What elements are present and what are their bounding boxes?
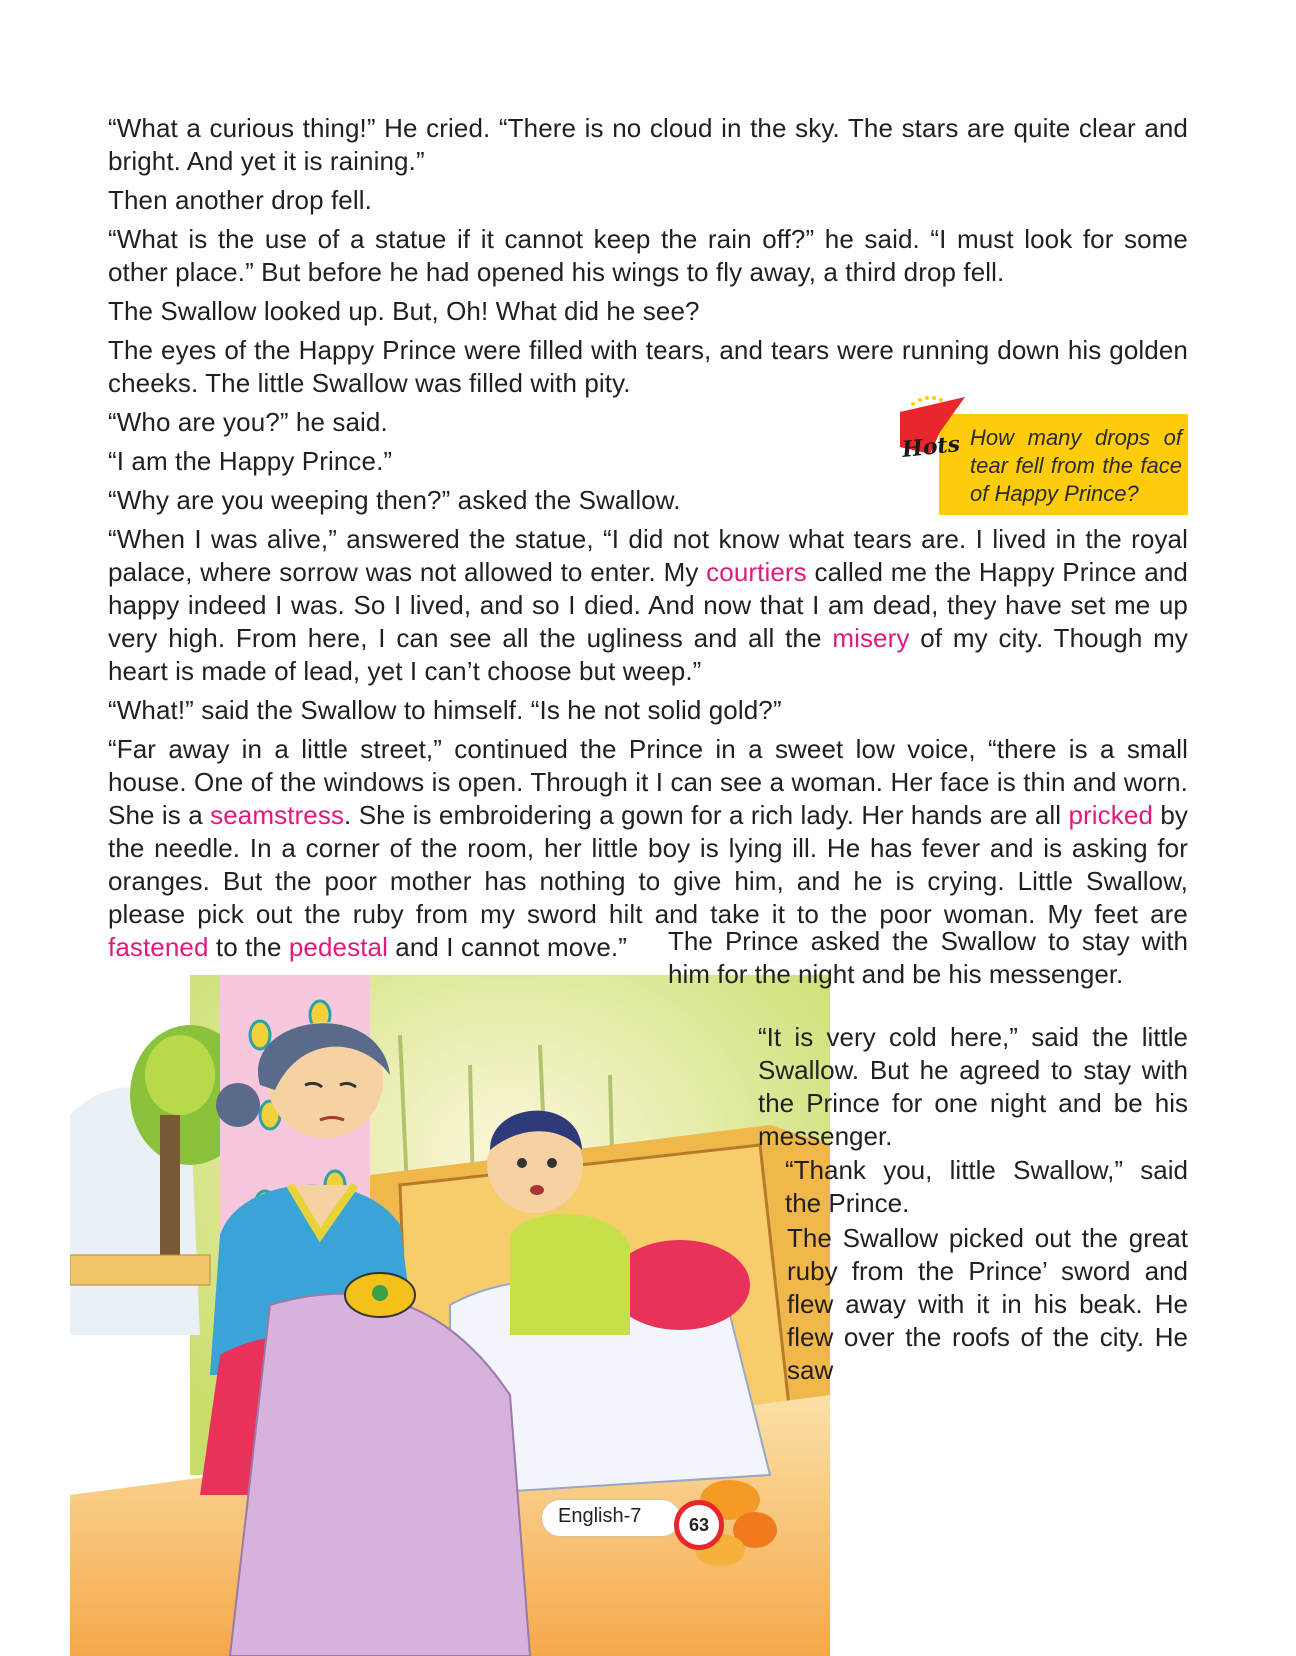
story-text [108, 112, 1188, 970]
paragraph: The Swallow picked out the great ruby from the Prince’ sword and flew away with it in his beak. He flew over the roofs of the city. He saw [787, 1223, 1188, 1385]
right-column [787, 1222, 1188, 1387]
paragraph: “Why are you weeping then?” asked the Swallow. [108, 485, 681, 515]
right-column [758, 1021, 1188, 1153]
book-title: English-7 [558, 1505, 642, 1527]
paragraph: “I am the Happy Prince.” [108, 446, 393, 476]
paragraph: “What is the use of a statue if it cannot keep the rain off?” he said. “I must look for some other place.” But before he had opened his wings to fly away, a third drop fell. [108, 224, 1188, 287]
hots-label: Hots [900, 431, 962, 463]
paragraph: “What a curious thing!” He cried. “There is no cloud in the sky. The stars are quite clear and bright. And yet it is raining.” [108, 113, 1188, 176]
vocab-word: pedestal [288, 932, 388, 962]
right-column [668, 925, 1188, 991]
paragraph: “When I was alive,” answered the statue, “I did not know what tears are. I lived in the royal palace, where sorrow was not allowed to enter. My courtiers called me the Happy Prince and happy indeed I was. So I lived, and so I died. And now that I am dead, they have set me up very high. From here, I can see all the ugliness and all the misery of my city. Though my heart is made of lead, yet I can’t choose but weep.” [108, 524, 1188, 686]
paragraph: “Thank you, little Swallow,” said the Prince. [785, 1155, 1188, 1218]
paragraph: The eyes of the Happy Prince were filled with tears, and tears were running down his golden cheeks. The little Swallow was filled with pity. [108, 335, 1188, 398]
paragraph: “What!” said the Swallow to himself. “Is he not solid gold?” [108, 695, 782, 725]
page-number: 63 [674, 1500, 724, 1550]
vocab-word: misery [832, 623, 910, 653]
paragraph: “Far away in a little street,” continued the Prince in a sweet low voice, “there is a small house. One of the windows is open. Through it I can see a woman. Her face is thin and worn. She is a seamstress. She is embroidering a gown for a rich lady. Her hands are all pricked by the needle. In a corner of the room, her little boy is lying ill. He has fever and is asking for oranges. But the poor mother has nothing to give him, and he is crying. Little Swallow, please pick out the ruby from my sword hilt and take it to the poor woman. My feet are fastened to the pedestal and I cannot move.” [108, 734, 1189, 962]
vocab-word: courtiers [706, 557, 807, 587]
vocab-word: pricked [1068, 800, 1153, 830]
paragraph: The Prince asked the Swallow to stay with him for the night and be his messenger. [668, 926, 1188, 989]
paragraph: The Swallow looked up. But, Oh! What did he see? [108, 296, 700, 326]
vocab-word: seamstress [210, 800, 345, 830]
paragraph: Then another drop fell. [108, 185, 372, 215]
right-column [785, 1154, 1188, 1220]
hots-question: How many drops of tear fell from the face of Happy Prince? [970, 425, 1182, 506]
paragraph: “Who are you?” he said. [108, 407, 388, 437]
vocab-word: fastened [108, 932, 209, 962]
paragraph: “It is very cold here,” said the little Swallow. But he agreed to stay with the Prince for one night and be his messenger. [758, 1022, 1188, 1151]
